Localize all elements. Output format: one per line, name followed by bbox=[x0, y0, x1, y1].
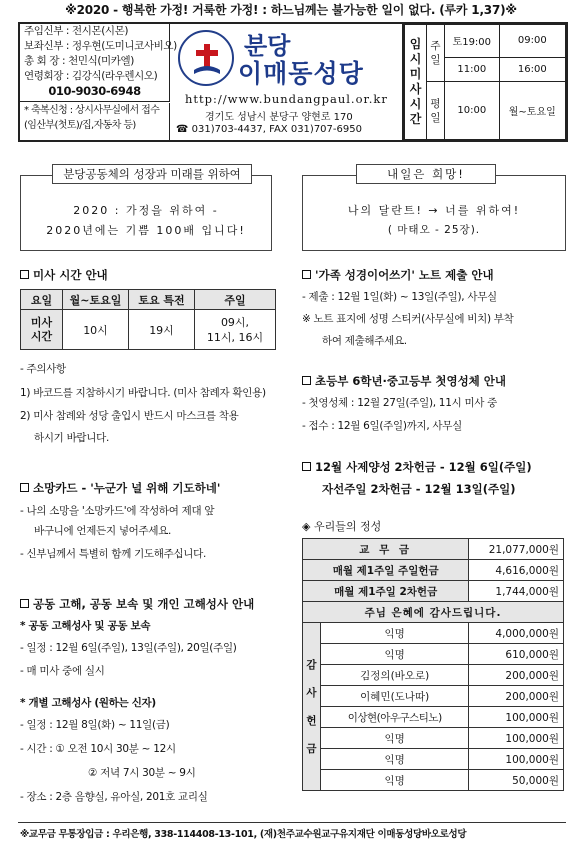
confession-sub1: * 공동 고해성사 및 공동 보속 bbox=[20, 620, 151, 632]
mass-time-cell: 10:00 bbox=[445, 82, 500, 140]
weekday-label: 평 일 bbox=[427, 82, 445, 140]
mass-time-cell: 16:00 bbox=[499, 57, 565, 82]
thanks-offering-label: 감 사 헌 금 bbox=[303, 623, 321, 791]
table-header: 요일 bbox=[21, 290, 63, 310]
confession-title: 공동 고해, 공동 보속 및 개인 고해성사 안내 bbox=[20, 596, 254, 612]
table-header: 주일 bbox=[195, 290, 276, 310]
staff-phone: 010-9030-6948 bbox=[48, 84, 141, 98]
donor-name: 이혜민(도나따) bbox=[321, 686, 469, 707]
offering-line1: 12월 사제양성 2차헌금 - 12월 6일(주일) bbox=[302, 459, 532, 475]
wish-card-line3: - 신부님께서 특별히 함께 기도해주십니다. bbox=[20, 548, 207, 560]
table-header: 토요 특전 bbox=[129, 290, 195, 310]
donor-name: 익명 bbox=[321, 623, 469, 644]
donor-amount: 610,000원 bbox=[469, 644, 564, 665]
wish-card-line1: - 나의 소망을 '소망카드'에 작성하여 제대 앞 bbox=[20, 505, 215, 517]
church-name-2: 이매동성당 bbox=[238, 59, 364, 88]
wish-card-title: 소망카드 - '누군가 널 위해 기도하네' bbox=[20, 480, 220, 496]
donation-label: 교 무 금 bbox=[303, 539, 469, 560]
donor-amount: 200,000원 bbox=[469, 665, 564, 686]
church-logo bbox=[178, 30, 234, 86]
donation-amount: 4,616,000원 bbox=[469, 560, 564, 581]
donor-name: 익명 bbox=[321, 644, 469, 665]
church-url[interactable]: http://www.bundangpaul.or.kr bbox=[185, 92, 388, 106]
footer-account: ※교무금 무통장입금 : 우리은행, 338-114408-13-101, (재)천주교수원교구유지재단 이매동성당바오로성당 bbox=[20, 829, 467, 840]
confession-sub2-line1: - 일정 : 12월 8일(화) ~ 11일(금) bbox=[20, 719, 170, 731]
confession-sub2-line4: - 장소 : 2층 음향실, 유아실, 201호 교리실 bbox=[20, 791, 208, 803]
mass-time-cell: 토19:00 bbox=[445, 25, 500, 58]
donor-name: 김정의(바오로) bbox=[321, 665, 469, 686]
church-name-1: 분당 bbox=[244, 32, 291, 60]
caution-title: - 주의사항 bbox=[20, 363, 66, 375]
staff-assistant: 보좌신부 : 정우현(도미니코사비오) bbox=[24, 40, 177, 52]
confession-sub1-line1: - 일정 : 12월 6일(주일), 13일(주일), 20일(주일) bbox=[20, 642, 237, 654]
checkbox-icon bbox=[302, 270, 311, 279]
donor-name: 익명 bbox=[321, 749, 469, 770]
donor-amount: 200,000원 bbox=[469, 686, 564, 707]
first-communion-title: 초등부 6학년·중고등부 첫영성체 안내 bbox=[302, 373, 506, 389]
donor-amount: 100,000원 bbox=[469, 728, 564, 749]
table-cell: 19시 bbox=[129, 310, 195, 350]
donation-label: 매월 제1주일 주일헌금 bbox=[303, 560, 469, 581]
confession-sub1-line2: - 매 미사 중에 실시 bbox=[20, 665, 105, 677]
donations-title: ◈ 우리들의 정성 bbox=[302, 520, 382, 533]
staff-yeonhap: 연령회장 : 김강식(라우렌시오) bbox=[24, 70, 158, 82]
motto-left-title: 분당공동체의 성장과 미래를 위하여 bbox=[52, 164, 252, 184]
checkbox-icon bbox=[302, 462, 311, 471]
confession-sub2-line2: - 시간 : ① 오전 10시 30분 ~ 12시 bbox=[20, 743, 176, 755]
motto-right-line1: 나의 달란트! → 너를 위하여! bbox=[347, 204, 521, 217]
donor-amount: 4,000,000원 bbox=[469, 623, 564, 644]
mass-times-title: 임 시 미 사 시 간 bbox=[405, 25, 427, 140]
mass-time-cell: 09:00 bbox=[499, 25, 565, 58]
church-address: 경기도 성남시 분당구 양현로 170 bbox=[205, 112, 353, 123]
thanks-row: 주님 은혜에 감사드립니다. bbox=[303, 602, 564, 623]
staff-association-head: 총 회 장 : 천민식(미카엘) bbox=[24, 55, 134, 67]
staff-pastor: 주임신부 : 전시몬(시몬) bbox=[24, 25, 129, 37]
family-note-line2: ※ 노트 표지에 성명 스티커(사무실에 비치) 부착 bbox=[302, 313, 514, 325]
checkbox-icon bbox=[20, 270, 29, 279]
family-note-title: '가족 성경이어쓰기' 노트 제출 안내 bbox=[302, 267, 494, 283]
staff-box bbox=[20, 24, 177, 102]
mass-time-cell: 11:00 bbox=[445, 57, 500, 82]
mass-info-table bbox=[20, 289, 276, 350]
donations-table bbox=[302, 538, 564, 791]
footer-divider bbox=[18, 822, 566, 823]
offering-line2: 자선주일 2차헌금 - 12월 13일(주일) bbox=[322, 482, 516, 496]
caution-2a: 2) 미사 참례와 성당 출입시 반드시 마스크를 착용 bbox=[20, 410, 239, 422]
table-header: 월~토요일 bbox=[63, 290, 129, 310]
cross-icon bbox=[192, 42, 222, 76]
confession-sub2-line3: ② 저녁 7시 30분 ~ 9시 bbox=[88, 767, 196, 779]
blessing-notice bbox=[20, 103, 170, 140]
row-label: 미사 시간 bbox=[21, 310, 63, 350]
motto-right-title: 내일은 희망! bbox=[356, 164, 496, 184]
mass-info-title: 미사 시간 안내 bbox=[20, 267, 108, 283]
blessing-notice-line1: * 축복신청 : 상시사무실에서 접수 bbox=[24, 105, 160, 116]
first-communion-line2: - 접수 : 12월 6일(주일)까지, 사무실 bbox=[302, 420, 462, 432]
donor-name: 익명 bbox=[321, 728, 469, 749]
family-note-line1: - 제출 : 12월 1일(화) ~ 13일(주일), 사무실 bbox=[302, 291, 497, 303]
mass-times-table bbox=[402, 24, 566, 140]
donation-amount: 21,077,000원 bbox=[469, 539, 564, 560]
church-tel: ☎ 031)703-4437, FAX 031)707-6950 bbox=[176, 124, 362, 135]
checkbox-icon bbox=[20, 483, 29, 492]
donor-name: 익명 bbox=[321, 770, 469, 791]
family-note-line3: 하여 제출해주세요. bbox=[322, 335, 407, 347]
confession-sub2: * 개별 고해성사 (원하는 신자) bbox=[20, 697, 156, 709]
motto-right-line2: ( 마태오 - 25장). bbox=[387, 224, 481, 236]
donor-name: 이상현(아우구스티노) bbox=[321, 707, 469, 728]
top-banner: ※2020 - 행복한 가정! 거룩한 가정! : 하느님께는 불가능한 일이 없다. (루카 1,37)※ bbox=[65, 3, 517, 17]
motto-left-line1: 2020 : 가정을 위하여 - bbox=[73, 204, 219, 217]
donation-label: 매월 제1주일 2차헌금 bbox=[303, 581, 469, 602]
table-cell: 10시 bbox=[63, 310, 129, 350]
sunday-label: 주 일 bbox=[427, 25, 445, 82]
table-cell: 09시, 11시, 16시 bbox=[195, 310, 276, 350]
donor-amount: 100,000원 bbox=[469, 707, 564, 728]
blessing-notice-line2: (임산부(첫토)/집,자동차 등) bbox=[24, 120, 136, 131]
first-communion-line1: - 첫영성체 : 12월 27일(주일), 11시 미사 중 bbox=[302, 397, 498, 409]
checkbox-icon bbox=[20, 599, 29, 608]
donation-amount: 1,744,000원 bbox=[469, 581, 564, 602]
motto-left-line2: 2020년에는 기쁨 100배 입니다! bbox=[46, 224, 246, 237]
donor-amount: 50,000원 bbox=[469, 770, 564, 791]
checkbox-icon bbox=[302, 376, 311, 385]
wish-card-line2: 바구니에 언제든지 넣어주세요. bbox=[34, 525, 172, 537]
caution-2b: 하시기 바랍니다. bbox=[34, 432, 109, 444]
caution-1: 1) 바코드를 지참하시기 바랍니다. (미사 참례자 확인용) bbox=[20, 387, 266, 399]
mass-time-cell: 월~토요일 bbox=[499, 82, 565, 140]
donor-amount: 100,000원 bbox=[469, 749, 564, 770]
